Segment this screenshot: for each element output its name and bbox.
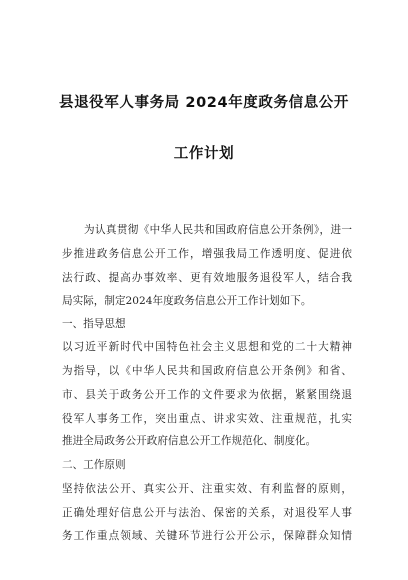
intro-line: 局实际，制定2024年度政务信息公开工作计划如下。	[62, 295, 312, 307]
section2-line: 坚持依法公开、真实公开、注重实效、有利监督的原则，	[62, 483, 352, 495]
section1-line: 市、县关于政务公开工作的文件要求为依据，紧紧围绕退	[62, 389, 352, 401]
section2-line: 正确处理好信息公开与法治、保密的关系，对退役军人事	[62, 507, 352, 519]
section-heading-work-principles: 二、工作原则	[62, 459, 126, 471]
intro-line: 法行政、提高办事效率、更有效地服务退役军人，结合我	[62, 272, 352, 284]
document-title-line2: 工作计划	[173, 146, 235, 162]
section1-line: 役军人事务工作，突出重点、讲求实效、注重规范，扎实	[62, 413, 352, 425]
intro-line: 为认真贯彻《中华人民共和国政府信息公开条例》，进一	[84, 224, 352, 236]
intro-line: 步推进政务信息公开工作，增强我局工作透明度、促进依	[62, 248, 352, 260]
section1-line: 为指导，以《中华人民共和国政府信息公开条例》和省、	[62, 365, 352, 377]
section2-line: 务工作重点领域、关键环节进行公开公示，保障群众知情	[62, 530, 352, 542]
section1-line: 以习近平新时代中国特色社会主义思想和党的二十大精神	[62, 341, 352, 353]
section1-line: 推进全局政务公开政府信息公开工作规范化、制度化。	[62, 435, 317, 447]
section-heading-guiding-ideology: 一、指导思想	[62, 318, 126, 330]
document-title-line1: 县退役军人事务局 2024年度政务信息公开	[58, 95, 349, 111]
